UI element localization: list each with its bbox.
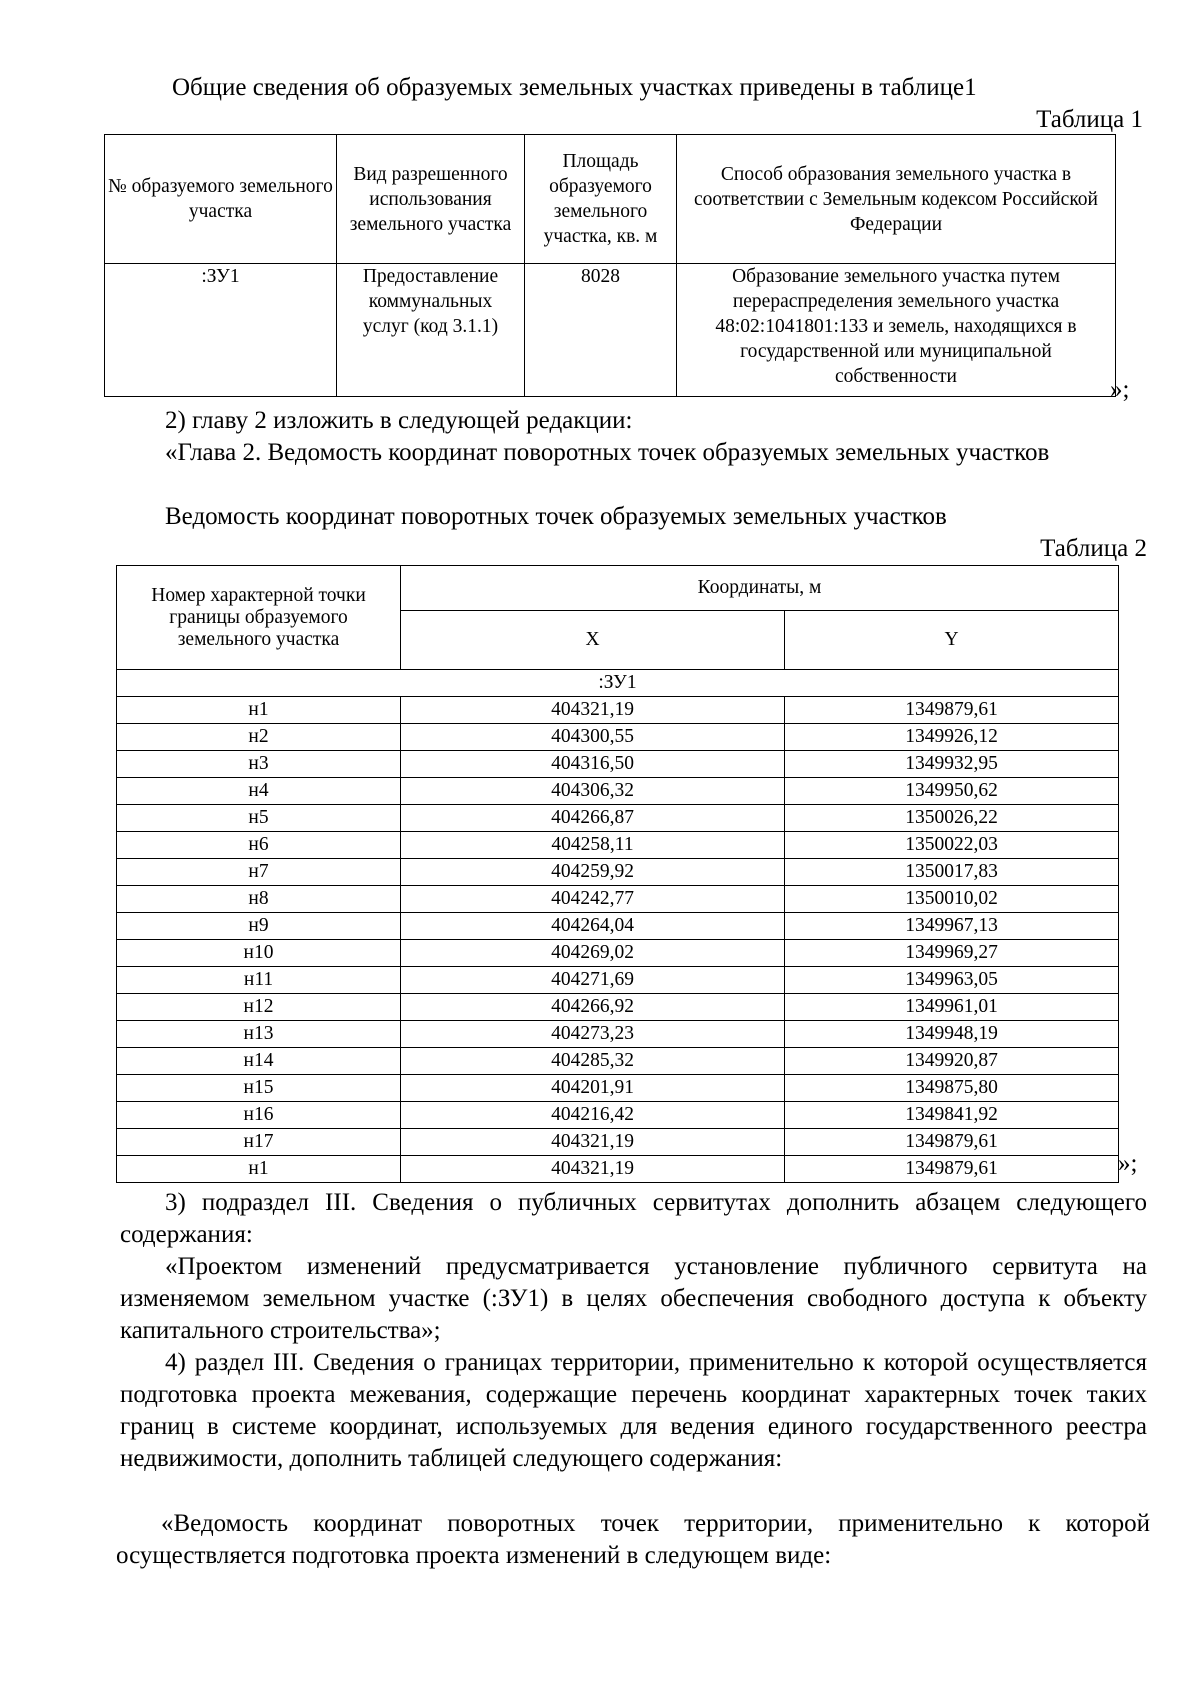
table-2-header-row: [117, 566, 1119, 611]
table-2-header-coords: Координаты, м: [401, 566, 1119, 611]
paragraph-chapter: «Глава 2. Ведомость координат поворотных точек образуемых земельных участков: [165, 439, 1050, 466]
table-2-cell-x: 404266,87: [401, 805, 785, 832]
table-2-group-row: [117, 670, 1119, 697]
table-1-header-cell: Площадь образуемого земельного участка, кв. м: [525, 135, 677, 264]
table-2-cell-point: н8: [117, 886, 401, 913]
table-2-cell-point: н17: [117, 1129, 401, 1156]
table1-label: Таблица 1: [1036, 106, 1143, 133]
table-2-cell-y: 1349967,13: [785, 913, 1119, 940]
table-2-cell-point: н10: [117, 940, 401, 967]
table-2-cell-y: 1349961,01: [785, 994, 1119, 1021]
table-2-cell-point: н6: [117, 832, 401, 859]
table-2-cell-x: 404269,02: [401, 940, 785, 967]
table-2-cell-y: 1350022,03: [785, 832, 1119, 859]
table-2-cell-y: 1349963,05: [785, 967, 1119, 994]
table-2-title: Ведомость координат поворотных точек образуемых земельных участков: [165, 503, 947, 530]
table-1-cell: :ЗУ1: [105, 264, 337, 397]
table-row: [117, 1021, 1119, 1048]
table2-label: Таблица 2: [1040, 535, 1147, 562]
table-2-header-point: Номер характерной точки границы образуемого земельного участка: [117, 566, 401, 670]
table-2-cell-y: 1349948,19: [785, 1021, 1119, 1048]
table-2-cell-y: 1350026,22: [785, 805, 1119, 832]
table-2-cell-y: 1349879,61: [785, 1129, 1119, 1156]
table-2-cell-point: н16: [117, 1102, 401, 1129]
table-2-cell-y: 1349950,62: [785, 778, 1119, 805]
table-2-cell-y: 1349926,12: [785, 724, 1119, 751]
table-1-header-row: [105, 135, 1116, 264]
paragraph-2: 2) главу 2 изложить в следующей редакции:: [165, 407, 633, 434]
table-2-cell-point: н9: [117, 913, 401, 940]
table-2-cell-point: н5: [117, 805, 401, 832]
table-row: [117, 994, 1119, 1021]
table-2-cell-point: н3: [117, 751, 401, 778]
table-2-cell-x: 404216,42: [401, 1102, 785, 1129]
table-2-cell-x: 404321,19: [401, 1129, 785, 1156]
table-2-close-mark: »;: [1118, 1150, 1138, 1177]
paragraph-4: 4) раздел III. Сведения о границах территории, применительно к которой осуществляется подготовка проекта межевания, содержащие перечень координат характерных точек таких границ в системе координат, используемых для ведения единого государственного реестра недвижимости, дополнить таблицей следующего содержания:: [120, 1349, 1147, 1472]
table-2-cell-point: н15: [117, 1075, 401, 1102]
table-row: [117, 913, 1119, 940]
table-row: [117, 1156, 1119, 1183]
table-2: [116, 565, 1119, 1183]
table-row: [117, 1075, 1119, 1102]
table-row: [117, 967, 1119, 994]
table-2-cell-x: 404300,55: [401, 724, 785, 751]
table-1-header-cell: Способ образования земельного участка в соответствии с Земельным кодексом Российской Федерации: [677, 135, 1116, 264]
table-2-cell-y: 1349969,27: [785, 940, 1119, 967]
table-2-cell-x: 404242,77: [401, 886, 785, 913]
table-2-cell-x: 404259,92: [401, 859, 785, 886]
table-row: [117, 805, 1119, 832]
table-row: [117, 778, 1119, 805]
table-2-cell-x: 404321,19: [401, 697, 785, 724]
table-2-cell-point: н13: [117, 1021, 401, 1048]
table-2-cell-x: 404273,23: [401, 1021, 785, 1048]
table-row: [117, 940, 1119, 967]
table-2-cell-x: 404271,69: [401, 967, 785, 994]
table-1-header-cell: Вид разрешенного использования земельного участка: [337, 135, 525, 264]
table-2-cell-y: 1349875,80: [785, 1075, 1119, 1102]
paragraph-quote: «Проектом изменений предусматривается установление публичного сервитута на изменяемом земельном участке (:ЗУ1) в целях обеспечения свободного доступа к объекту капитального строительства»;: [120, 1253, 1147, 1344]
table-2-cell-point: н2: [117, 724, 401, 751]
table-2-cell-point: н12: [117, 994, 401, 1021]
table-2-cell-x: 404321,19: [401, 1156, 785, 1183]
table-2-cell-y: 1350017,83: [785, 859, 1119, 886]
table-2-cell-x: 404306,32: [401, 778, 785, 805]
table-2-cell-x: 404258,11: [401, 832, 785, 859]
table-2-cell-point: н1: [117, 1156, 401, 1183]
table-row: [117, 697, 1119, 724]
table-row: [117, 886, 1119, 913]
table-2-cell-point: н11: [117, 967, 401, 994]
table-row: [117, 751, 1119, 778]
table-2-cell-y: 1350010,02: [785, 886, 1119, 913]
table-2-cell-y: 1349932,95: [785, 751, 1119, 778]
table-row: [117, 832, 1119, 859]
table-1-cell: 8028: [525, 264, 677, 397]
table-row: [117, 1048, 1119, 1075]
table-row: [105, 264, 1116, 397]
table-row: [117, 1102, 1119, 1129]
table-row: [117, 1129, 1119, 1156]
table-2-cell-y: 1349841,92: [785, 1102, 1119, 1129]
table-2-header-x: X: [401, 611, 785, 670]
table-2-cell-x: 404316,50: [401, 751, 785, 778]
table-2-cell-point: н4: [117, 778, 401, 805]
table-2-cell-y: 1349920,87: [785, 1048, 1119, 1075]
table-2-cell-point: н7: [117, 859, 401, 886]
table-2-cell-point: н14: [117, 1048, 401, 1075]
table-2-group: :ЗУ1: [117, 670, 1119, 697]
table-1-cell: Образование земельного участка путем перераспределения земельного участка 48:02:1041801:133 и земель, находящихся в государственной или муниципальной собственности: [677, 264, 1116, 397]
table-2-cell-x: 404285,32: [401, 1048, 785, 1075]
table-1-header-cell: № образуемого земельного участка: [105, 135, 337, 264]
table-2-cell-x: 404266,92: [401, 994, 785, 1021]
table-2-cell-point: н1: [117, 697, 401, 724]
table-2-cell-y: 1349879,61: [785, 697, 1119, 724]
table-1-cell: Предоставление коммунальных услуг (код 3.1.1): [337, 264, 525, 397]
table-row: [117, 859, 1119, 886]
table-1: [104, 134, 1116, 397]
table-2-cell-x: 404264,04: [401, 913, 785, 940]
paragraph-3: 3) подраздел III. Сведения о публичных сервитутах дополнить абзацем следующего содержания:: [120, 1189, 1147, 1248]
table-2-cell-x: 404201,91: [401, 1075, 785, 1102]
table-2-cell-y: 1349879,61: [785, 1156, 1119, 1183]
table-1-close-mark: »;: [1110, 376, 1130, 403]
table-2-header-y: Y: [785, 611, 1119, 670]
table-row: [117, 724, 1119, 751]
paragraph-last: «Ведомость координат поворотных точек территории, применительно к которой осуществляется подготовка проекта изменений в следующем виде:: [116, 1510, 1150, 1569]
intro-line: Общие сведения об образуемых земельных участках приведены в таблице1: [172, 74, 977, 101]
